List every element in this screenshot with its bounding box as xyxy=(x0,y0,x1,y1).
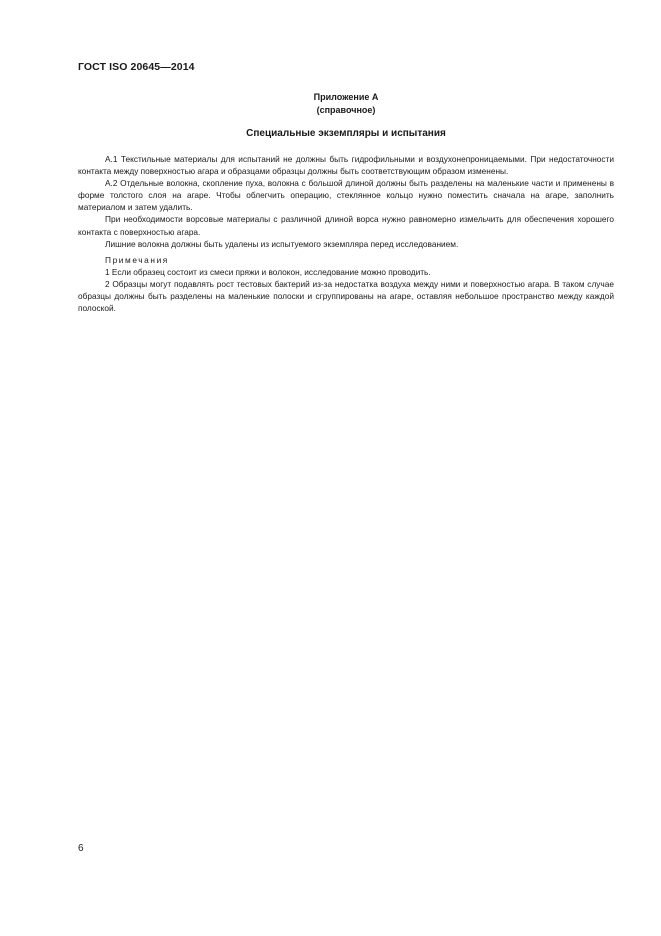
page-number: 6 xyxy=(78,843,84,854)
notes-block xyxy=(78,254,614,314)
section-title: Специальные экземпляры и испытания xyxy=(246,128,446,139)
paragraph-a1: А.1 Текстильные материалы для испытаний не должны быть гидрофильными и воздухонепроницаемыми. При недостаточности контакта между поверхностью агара и образцами образцы должны быть соответствующим образом изменены. xyxy=(78,154,614,177)
notes-title: Примечания xyxy=(105,254,169,265)
annex-heading xyxy=(78,91,614,116)
annex-title: Приложение А xyxy=(313,92,379,102)
note-item-1: 1 Если образец состоит из смеси пряжи и волокон, исследование можно проводить. xyxy=(105,266,431,277)
annex-status: (справочное) xyxy=(316,104,376,115)
annex-body xyxy=(78,153,614,314)
paragraph-excess-fibres: Лишние волокна должны быть удалены из испытуемого экземпляра перед исследованием. xyxy=(105,238,459,249)
paragraph-a2: А.2 Отдельные волокна, скопление пуха, волокна с большой длиной должны быть разделены на маленькие части и применены в форме толстого слоя на агаре. Чтобы облегчить операцию, стеклянное кольцо нужно поместить сначала на агаре, заполнить материалом и затем удалить. xyxy=(78,178,614,213)
note-item-2: 2 Образцы могут подавлять рост тестовых бактерий из-за недостатка воздуха между ними и поверхностью агара. В таком случае образцы должны быть разделены на маленькие полоски и сгруппированы на агаре, оставляя небольшое пространство между каждой полоской. xyxy=(78,278,614,314)
paragraph-pile-materials: При необходимости ворсовые материалы с различной длиной ворса нужно равномерно измельчить для обеспечения хорошего контакта с поверхностью агара. xyxy=(78,214,614,237)
standard-code-header: ГОСТ ISO 20645—2014 xyxy=(78,61,195,73)
